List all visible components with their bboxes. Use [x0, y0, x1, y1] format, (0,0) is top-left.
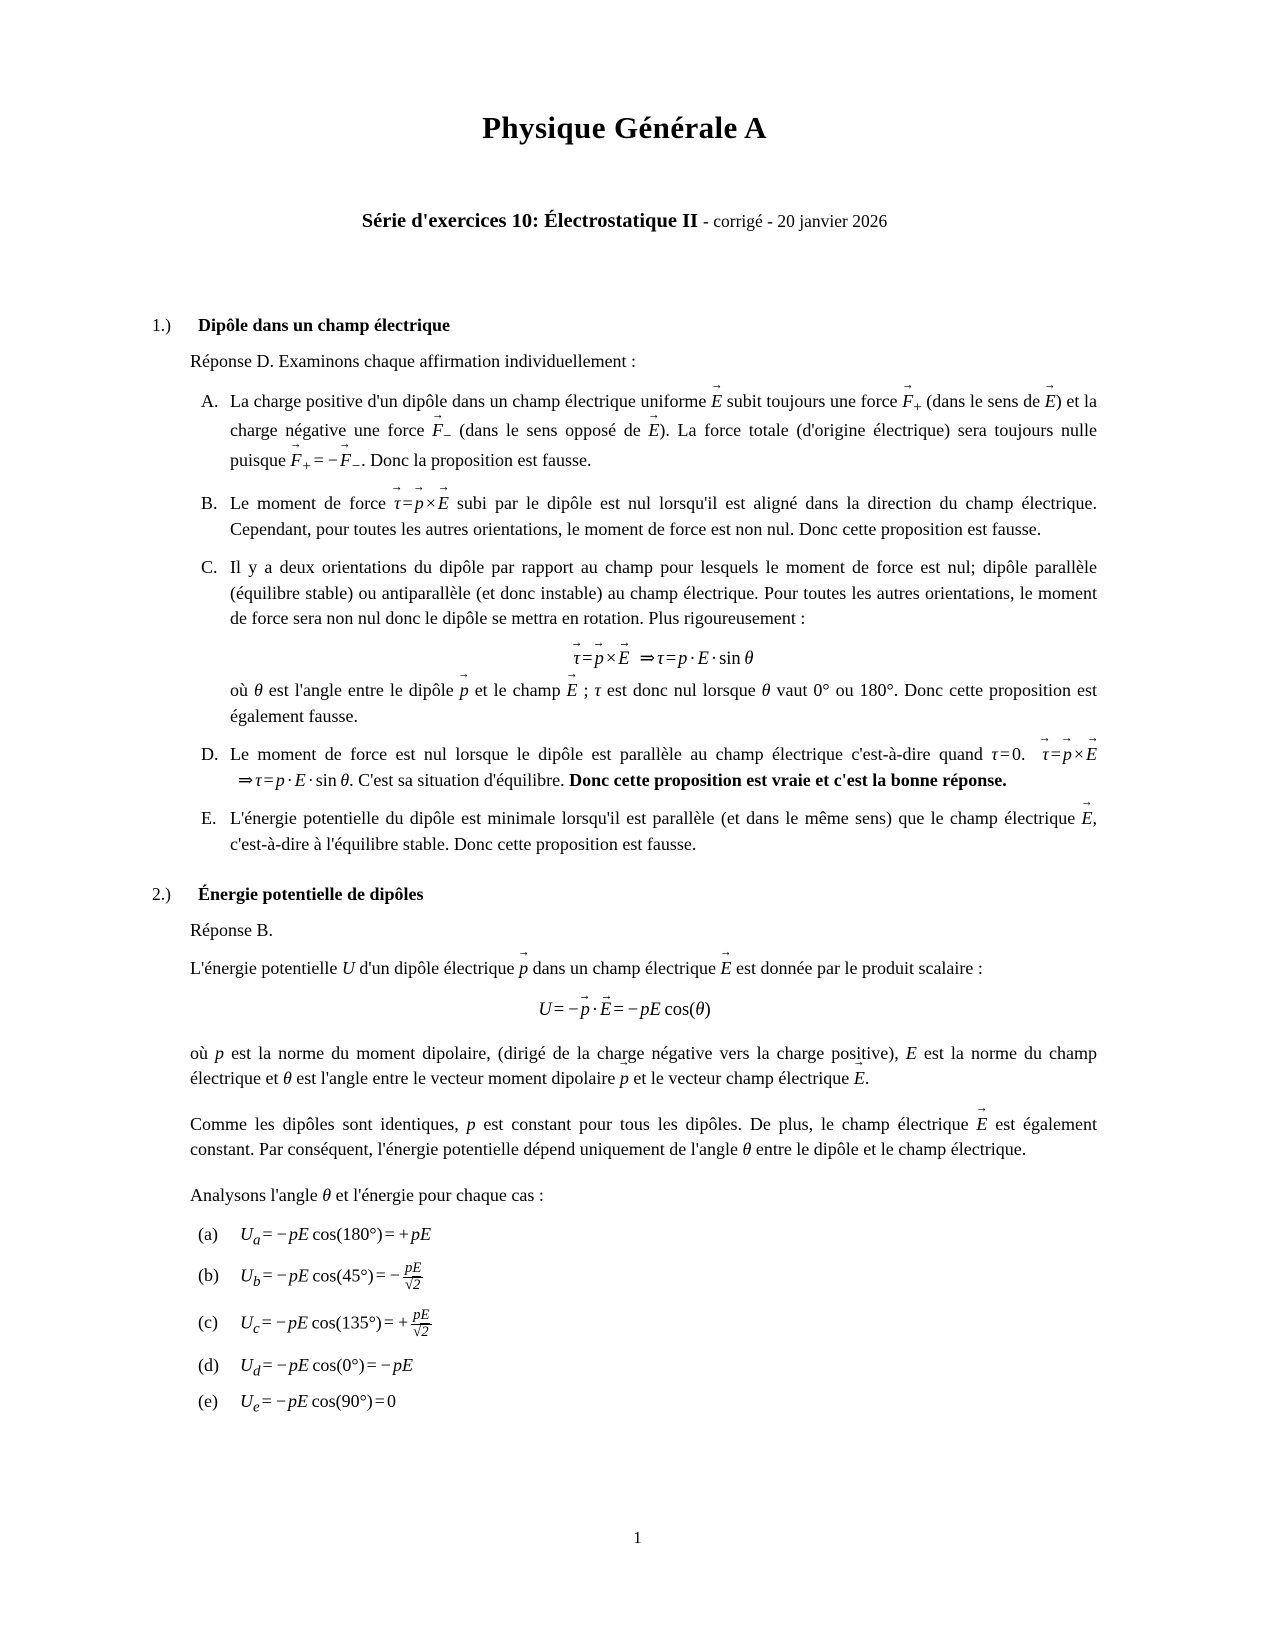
option-c-seg7: vaut 0° ou 180°. Donc cette proposition est également fausse. [230, 680, 1098, 726]
exercise-2-number: 2.) [152, 883, 171, 904]
option-d-label: D. [201, 744, 219, 765]
option-c-seg5: ; [577, 680, 595, 701]
page-number: 1 [633, 1528, 642, 1547]
vector-F-minus: F → [432, 418, 443, 444]
case-c-label: (c) [198, 1312, 218, 1333]
option-a-seg2: subit toujours une force [722, 390, 903, 411]
symbol-theta: θ [253, 680, 263, 701]
case-a-sign: + [398, 1224, 409, 1245]
symbol-tau: τ [594, 680, 601, 701]
symbol-theta-3: θ [282, 1068, 292, 1089]
case-b-var: U [240, 1265, 253, 1286]
vector-E-5: E → [854, 1066, 865, 1092]
case-a-result: pE [410, 1224, 431, 1245]
symbol-theta-5: θ [322, 1184, 332, 1205]
equation-torque-d: τ = 0. τ → = p → × E →⇒ τ = p · E · sin θ [230, 744, 1097, 790]
case-b-fraction: $\frac{pE}{√2}$ [403, 1261, 423, 1294]
sub-plus: + [913, 399, 922, 416]
option-a-seg7: . Donc la proposition est fausse. [361, 450, 592, 471]
vector-E-c: E → [567, 678, 578, 704]
equation-potential-energy: U = − p → · E → = − pE cos(θ) [152, 1000, 1097, 1021]
subtitle-main: Série d'exercices 10: Électrostatique II [361, 210, 699, 232]
case-d-label: (d) [198, 1354, 219, 1375]
exercise-2-title: Énergie potentielle de dipôles [198, 883, 424, 904]
page-content [152, 0, 1097, 1417]
p3-seg4: entre le dipôle et le champ électrique. [751, 1139, 1027, 1160]
exercise-1-title: Dipôle dans un champ électrique [198, 315, 451, 335]
vector-E-e: E → [1082, 806, 1093, 832]
case-c-var: U [240, 1312, 253, 1333]
case-b-den: 2 [413, 1276, 421, 1293]
case-a-angle: 180 [342, 1224, 370, 1245]
exercise-1-options [190, 389, 1097, 858]
exercise-2-para-2 [190, 1041, 1097, 1092]
exercise-2-heading [152, 884, 1097, 905]
exercise-1 [152, 315, 1097, 858]
option-d-bold: Donc cette proposition est vraie et c'est la bonne réponse. [569, 769, 1007, 790]
p1-seg3: dans un champ électrique [528, 958, 721, 979]
vector-E-4: E → [721, 956, 732, 982]
case-b-label: (b) [198, 1265, 219, 1286]
case-d-result: pE [392, 1354, 413, 1375]
p4-seg1: Analysons l'angle [190, 1184, 323, 1205]
exercise-2-cases [192, 1224, 1097, 1417]
vector-E-6: E → [976, 1112, 987, 1138]
option-c-seg1: Il y a deux orientations du dipôle par rapport au champ pour lesquels le moment de force est nul; dipôle parallèle (équilibre stable) ou antiparallèle (et donc instable) au champ électrique. Pour toutes les autres orientations, le moment de force sera non nul donc le dipôle se mettra en rotation. Plus rigoureusement : [230, 557, 1097, 629]
option-a-seg6: ). La force totale (d'origine électrique) sera toujours nulle puisque [230, 420, 1098, 471]
vector-p-3: p → [620, 1066, 629, 1092]
p1-seg1: L'énergie potentielle [190, 958, 342, 979]
option-d [190, 742, 1097, 793]
option-e-text [230, 806, 1097, 857]
vector-E-2: E → [1045, 389, 1056, 415]
option-a [190, 389, 1097, 479]
case-b-equation: $U_b$ = − pE cos(45°) = − $\frac{pE}{√2}$ [240, 1261, 424, 1294]
exercise-1-heading [152, 315, 1097, 336]
vector-p: p → [460, 678, 469, 704]
exercise-2-para-3 [190, 1112, 1097, 1163]
exercise-2-answer: Réponse B. [190, 919, 273, 940]
option-a-seg1: La charge positive d'un dipôle dans un champ électrique uniforme [230, 390, 712, 411]
case-d-var: U [240, 1354, 253, 1375]
case-e-equation: $U_e$ = − pE cos(90°) = 0 [240, 1391, 396, 1416]
option-b-seg1: Le moment de force [230, 493, 395, 514]
option-c-seg6: est donc nul lorsque [600, 680, 762, 701]
symbol-theta-2: θ [761, 680, 771, 701]
option-b [190, 491, 1097, 542]
option-e-seg2: , c'est-à-dire à l'équilibre stable. Donc cette proposition est fausse. [230, 808, 1097, 854]
option-a-seg3: (dans le sens de [921, 390, 1045, 411]
p4-seg2: et l'énergie pour chaque cas : [331, 1184, 544, 1205]
p2-seg5: et le vecteur champ électrique [628, 1068, 854, 1089]
option-e-seg1: L'énergie potentielle du dipôle est minimale lorsqu'il est parallèle (et dans le même sens) que le champ électrique [230, 808, 1082, 829]
case-e-result: 0 [386, 1391, 396, 1412]
vector-E: E → [711, 389, 722, 415]
vector-F-plus: F → [902, 389, 913, 415]
equation-torque-b: τ → = p → × E → [394, 493, 449, 513]
option-b-seg2: subi par le dipôle est nul lorsqu'il est aligné dans la direction du champ électrique. Cependant, pour toutes les autres orientations, le moment de force est non nul. Donc cette proposition est fausse. [230, 493, 1097, 539]
option-c-seg4: et le champ [468, 680, 567, 701]
case-b-sub: b [253, 1273, 261, 1290]
symbol-U: U [341, 958, 355, 979]
case-e-angle: 90 [341, 1391, 360, 1412]
option-c-label: C. [201, 557, 218, 578]
case-b-num: pE [403, 1261, 423, 1278]
option-d-seg2: . C'est sa situation d'équilibre. [349, 769, 570, 790]
p1-seg2: d'un dipôle électrique [354, 958, 520, 979]
option-c-seg2: où [230, 680, 254, 701]
p2-seg2: est la norme du moment dipolaire, (dirigé de la charge négative vers la charge positive), [224, 1042, 906, 1063]
option-b-text [230, 491, 1097, 542]
document-subtitle [152, 210, 1097, 233]
exercise-2-para-1 [190, 956, 1097, 982]
option-a-text [230, 389, 1097, 479]
case-c-fraction: $\frac{pE}{√2}$ [411, 1308, 431, 1341]
option-c [190, 555, 1097, 729]
case-a-label: (a) [198, 1224, 218, 1245]
option-a-seg4: ) et la charge négative une force [230, 390, 1098, 441]
p2-seg1: où [190, 1042, 216, 1063]
option-a-label: A. [201, 390, 219, 411]
vector-p-2: p → [519, 956, 528, 982]
case-e-var: U [240, 1391, 253, 1412]
case-c-sub: c [253, 1320, 260, 1337]
option-c-seg3: est l'angle entre le dipôle [262, 680, 460, 701]
case-c [192, 1308, 1097, 1341]
p1-seg4: est donnée par le produit scalaire : [731, 958, 983, 979]
case-d [192, 1355, 1097, 1381]
exercise-1-number: 1.) [152, 315, 171, 335]
case-b [192, 1261, 1097, 1294]
case-a-sub: a [253, 1232, 261, 1249]
case-a-equation: $U_a$ = − pE cos(180°) = + pE [240, 1224, 431, 1249]
p2-seg3: est la norme du champ électrique et [190, 1042, 1098, 1089]
case-d-equation: $U_d$ = − pE cos(0°) = − pE [240, 1354, 413, 1380]
symbol-p-norm: p [215, 1042, 225, 1063]
option-e-label: E. [201, 808, 217, 829]
document-title: Physique Générale A [482, 110, 767, 145]
subtitle-suffix: - corrigé - 20 janvier 2026 [703, 211, 888, 231]
case-d-angle: 0 [342, 1354, 352, 1375]
option-a-seg5: (dans le sens opposé de [451, 420, 649, 441]
case-d-sign: − [380, 1354, 391, 1375]
p2-seg4: est l'angle entre le vecteur moment dipolaire [291, 1068, 620, 1089]
case-e-label: (e) [198, 1391, 218, 1412]
case-b-angle: 45 [342, 1265, 361, 1286]
case-c-angle: 135 [341, 1312, 369, 1333]
p3-seg3: est également constant. Par conséquent, l'énergie potentielle dépend uniquement de l'angle [190, 1113, 1097, 1160]
case-a [192, 1224, 1097, 1250]
equation-force-balance: $F \to_+$ = − $F \to_-$ [291, 450, 362, 470]
symbol-E-norm: E [905, 1042, 917, 1063]
p3-seg2: est constant pour tous les dipôles. De plus, le champ électrique [475, 1113, 977, 1134]
exercise-2-para-4 [190, 1183, 1097, 1209]
option-c-text [230, 555, 1097, 729]
exercise-2 [152, 884, 1097, 1417]
case-c-den: 2 [421, 1323, 429, 1340]
option-d-seg1: Le moment de force est nul lorsque le dipôle est parallèle au champ électrique c'est-à-dire quand [230, 744, 992, 765]
symbol-theta-4: θ [742, 1139, 752, 1160]
case-b-sign: − [389, 1265, 400, 1286]
vector-E-3: E → [648, 418, 659, 444]
case-a-var: U [240, 1224, 253, 1245]
sub-minus: − [443, 429, 452, 446]
equation-torque-display: τ → = p → × E → ⇒ τ = p · E · sin θ [230, 646, 1097, 672]
p3-seg1: Comme les dipôles sont identiques, [190, 1113, 467, 1134]
case-c-equation: $U_c$ = − pE cos(135°) = + $\frac{pE}{√2}$ [240, 1308, 433, 1341]
symbol-p-const: p [466, 1113, 476, 1134]
case-d-sub: d [253, 1363, 261, 1380]
exercise-1-intro: Réponse D. Examinons chaque affirmation individuellement : [190, 351, 637, 371]
case-e [192, 1391, 1097, 1417]
option-d-text [230, 742, 1097, 793]
option-b-label: B. [201, 493, 218, 514]
p2-seg6: . [864, 1068, 870, 1089]
case-c-num: pE [411, 1308, 431, 1325]
case-e-sub: e [253, 1399, 260, 1416]
case-c-sign: + [397, 1312, 409, 1333]
option-e [190, 806, 1097, 857]
